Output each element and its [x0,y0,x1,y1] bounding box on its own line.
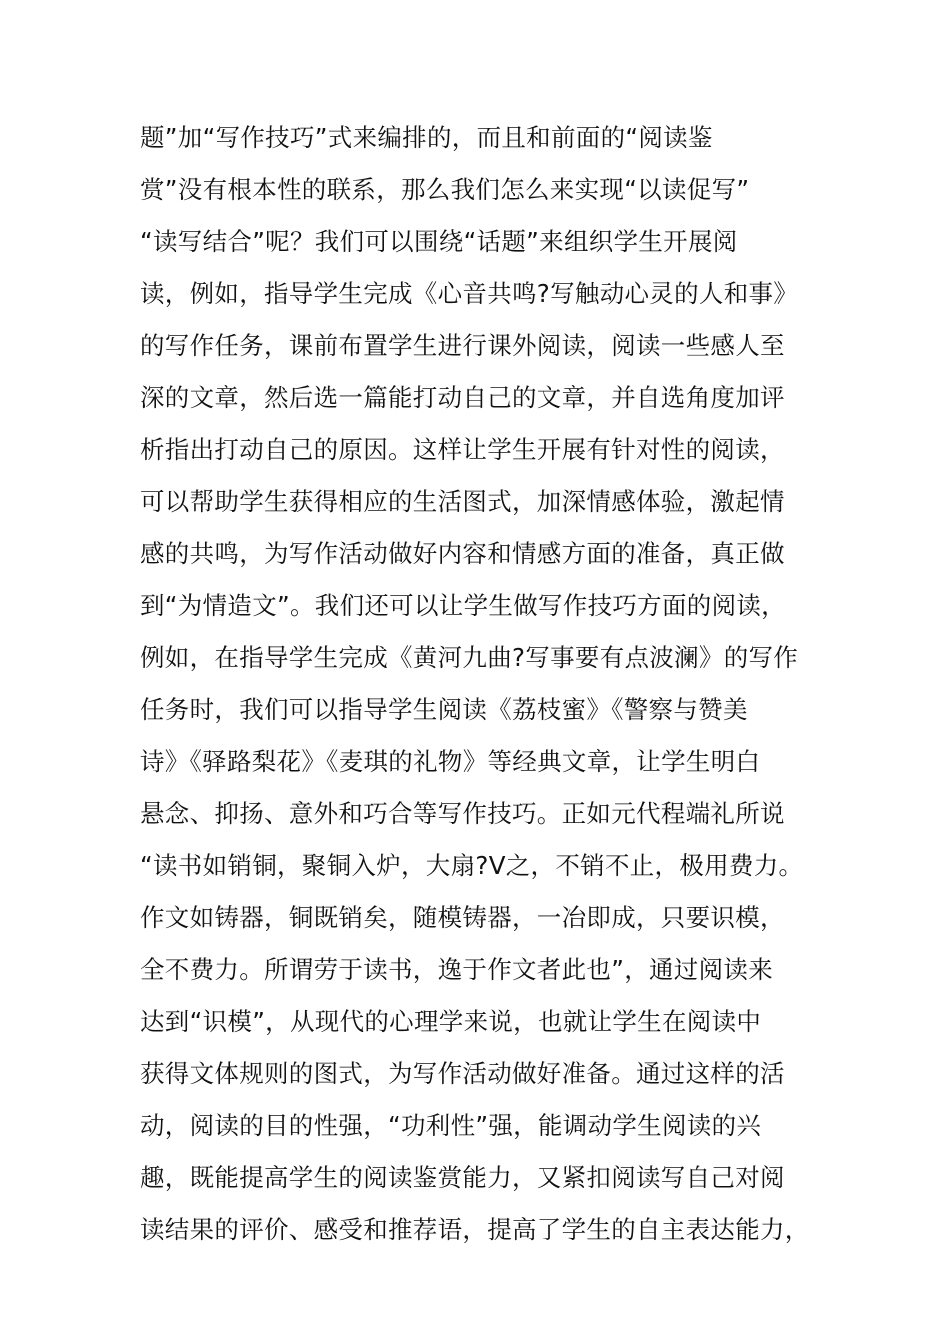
text-line: 诗》《驿路梨花》《麦琪的礼物》等经典文章，让学生明白 [140,747,761,776]
text-line: 动，阅读的目的性强，“功利性”强，能调动学生阅读的兴 [140,1111,762,1140]
text-line: “读书如销铜，聚铜入炉，大扇?V之，不销不止，极用费力。 [140,851,804,880]
text-line: 析指出打动自己的原因。这样让学生开展有针对性的阅读， [140,435,785,464]
text-line: 到“为情造文”。我们还可以让学生做写作技巧方面的阅读， [140,591,786,620]
text-line: 趣，既能提高学生的阅读鉴赏能力，又紧扣阅读写自己对阅 [140,1163,785,1192]
text-line: 读，例如，指导学生完成《心音共鸣?写触动心灵的人和事》 [140,279,799,308]
text-line: 可以帮助学生获得相应的生活图式，加深情感体验，激起情 [140,487,785,516]
text-line: 题”加“写作技巧”式来编排的，而且和前面的“阅读鉴 [140,123,713,152]
text-line: 达到“识模”，从现代的心理学来说，也就让学生在阅读中 [140,1007,762,1036]
body-paragraph [140,112,840,1256]
text-line: 悬念、抑扬、意外和巧合等写作技巧。正如元代程端礼所说 [140,799,785,828]
text-line: 作文如铸器，铜既销矣，随模铸器，一冶即成，只要识模， [140,903,785,932]
text-line: 全不费力。所谓劳于读书，逸于作文者此也”，通过阅读来 [140,955,773,984]
text-line: 例如，在指导学生完成《黄河九曲?写事要有点波澜》的写作 [140,643,799,672]
text-line: 任务时，我们可以指导学生阅读《荔枝蜜》《警察与赞美 [140,695,748,724]
text-line: “读写结合”呢？我们可以围绕“话题”来组织学生开展阅 [140,227,738,256]
text-line: 感的共鸣，为写作活动做好内容和情感方面的准备，真正做 [140,539,785,568]
text-line: 的写作任务，课前布置学生进行课外阅读，阅读一些感人至 [140,331,785,360]
text-line: 读结果的评价、感受和推荐语，提高了学生的自主表达能力， [140,1215,810,1244]
text-line: 获得文体规则的图式，为写作活动做好准备。通过这样的活 [140,1059,785,1088]
text-line: 赏”没有根本性的联系，那么我们怎么来实现“以读促写” [140,175,750,204]
text-line: 深的文章，然后选一篇能打动自己的文章，并自选角度加评 [140,383,785,412]
